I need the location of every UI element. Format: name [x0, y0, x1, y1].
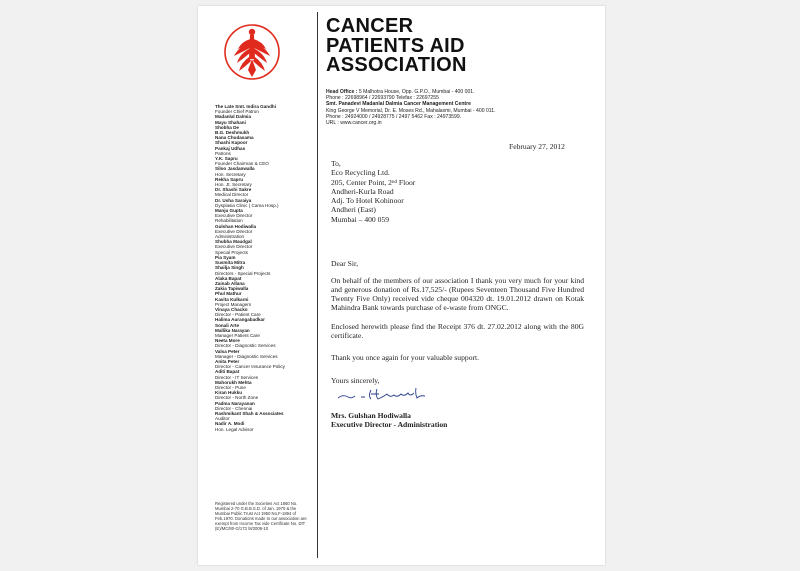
- trustee-name: Nana Chudasama: [215, 135, 254, 141]
- trustee-role: Executive Director: [215, 213, 253, 219]
- trustee-name: Mayu Shahani: [215, 119, 246, 125]
- trustee-role: Executive Director: [215, 244, 253, 250]
- trustee-role: Manager Patient Care: [215, 332, 260, 338]
- trustee-role: Rehabilitation: [215, 218, 243, 224]
- trustee-role: Hon. Legal Advisor: [215, 426, 254, 432]
- body-paragraph-3: Thank you once again for your valuable support.: [331, 353, 480, 362]
- org-name-line-3: ASSOCIATION: [326, 54, 467, 76]
- trustees-list: [215, 104, 307, 432]
- letterhead-address: [326, 89, 598, 126]
- vertical-divider: [317, 12, 318, 558]
- org-name-line-1: CANCER: [326, 15, 414, 37]
- trustee-name: The Late Smt. Indira Gandhi: [215, 104, 277, 109]
- trustee-name: Zainab Allana: [215, 280, 245, 286]
- trustee-role: Hon. Secretary: [215, 171, 246, 177]
- trustee-name: Pankaj Udhas: [215, 145, 246, 151]
- body-paragraph-2: Enclosed herewith please find the Receipt 376 dt. 27.02.2012 along with the 80G certificate.: [331, 322, 584, 341]
- recipient-block: [331, 159, 415, 224]
- trustee-name: Kavita Kulkarni: [215, 296, 249, 302]
- recipient-addr-3: Adj. To Hotel Kohinoor: [331, 196, 404, 206]
- trustee-name: Shailja Singh: [215, 265, 244, 271]
- trustee-role: Special Projects: [215, 249, 248, 255]
- trustee-role: Medical Director: [215, 192, 249, 198]
- trustee-role: Founder Chairman & CEO: [215, 161, 269, 167]
- trustee-name: Shubha Maudgal: [215, 239, 252, 245]
- recipient-addr-4: Andheri (East): [331, 205, 376, 215]
- trustee-role: Administration: [215, 234, 245, 240]
- trustee-name: Shashi Kapoor: [215, 140, 248, 146]
- trustee-role: Founder Chief Patron: [215, 109, 259, 115]
- recipient-addr-5: Mumbai – 400 059: [331, 214, 390, 224]
- body-paragraph-1: On behalf of the members of our association I thank you very much for your kind and generous donation of Rs.17,525/- (Rupees Seventeen Thousand Five Hundred Twenty Five Only) received vide cheque 004320 dt. 19.01.2012 drawn on Kotak Mahindra Bank towards purchase of e-waste from ONGC.: [331, 276, 584, 313]
- trustee-name: Padma Narayanan: [215, 400, 255, 406]
- to-label: To,: [331, 159, 341, 168]
- signer-title: Executive Director - Administration: [331, 420, 448, 429]
- trustee-name: Sonali Arte: [215, 322, 240, 328]
- recipient-addr-2: Andheri-Kurla Road: [331, 186, 394, 196]
- trustee-name: Halima Aurangabadkar: [215, 317, 265, 323]
- signer-block: [331, 411, 447, 429]
- trustee-name: Madanlal Dalmia: [215, 114, 251, 120]
- salutation: Dear Sir,: [331, 259, 359, 268]
- trustee-name: Rekha Sapru: [215, 176, 244, 182]
- trustee-name: Kiran Hukku: [215, 390, 243, 396]
- recipient-addr-1-sup: nd: [391, 179, 397, 185]
- trustee-name: Nadir A. Modi: [215, 421, 245, 427]
- trustee-name: B.G. Deshmukh: [215, 130, 250, 136]
- trustee-name: Siloo Jasdanwalla: [215, 166, 255, 172]
- head-office-phone: Phone : 22698964 / 22693790 Telefax : 22697255: [326, 95, 439, 102]
- head-office-text: 5 Malhotra House, Opp. G.P.O., Mumbai - 400 001.: [358, 89, 475, 95]
- trustee-role: Director - Diagnostic Services: [215, 343, 276, 349]
- signature: [335, 384, 435, 404]
- trustee-name: Gulshan Hodiwalla: [215, 223, 257, 229]
- trustee-role: Director - Chennai: [215, 405, 253, 411]
- recipient-addr-1: [331, 178, 415, 187]
- trustee-name: Phul Mathur: [215, 291, 242, 297]
- trustee-role: Director - Patient Care: [215, 312, 261, 318]
- website-url: URL : www.cancer.org.in: [326, 120, 382, 127]
- trustee-name: Shobha De: [215, 124, 239, 130]
- centre-name: Smt. Panadevi Madanlal Dalmia Cancer Management Centre: [326, 101, 471, 108]
- trustee-name: Manju Gupta: [215, 208, 243, 214]
- trustee-name: Vinaya Chacko: [215, 306, 248, 312]
- head-office-label: Head Office :: [326, 89, 358, 95]
- trustee-role: Director - North Zone: [215, 395, 259, 401]
- trustee-name: Aditi Bapat: [215, 369, 240, 375]
- recipient-name: Eco Recycling Ltd.: [331, 168, 390, 178]
- trustee-role: Manager - Diagnostic Services: [215, 353, 278, 359]
- centre-phone: Phone : 24924000 / 24928775 / 2497 5462 Fax : 24973599.: [326, 113, 462, 120]
- org-name: [326, 17, 467, 76]
- trustee-name: Mahorukh Mehta: [215, 379, 252, 385]
- recipient-addr-1-tail: Floor: [396, 177, 416, 187]
- trustee-role: Directors - Special Projects: [215, 270, 271, 276]
- trustee-role: Hon. Jt. Secretary: [215, 182, 252, 188]
- trustee-role: Patrons: [215, 150, 231, 156]
- trustee-role: Auditor: [215, 416, 230, 422]
- org-name-line-2: PATIENTS AID: [326, 34, 465, 57]
- trustee-name: Anita Peter: [215, 358, 240, 364]
- trustee-name: Pia Syam: [215, 254, 236, 260]
- trustee-name: Mallika Narayan: [215, 327, 250, 333]
- trustee-name: Rashmikant Shah & Associates: [215, 410, 284, 416]
- letter-date: February 27, 2012: [509, 142, 565, 151]
- trustee-name: Y.K. Sapru: [215, 156, 238, 162]
- closing: Yours sincerely,: [331, 376, 380, 385]
- lotus-figure-icon: [223, 19, 281, 89]
- trustee-name: Valsa Peter: [215, 348, 240, 354]
- trustee-name: Alaka Bapat: [215, 275, 242, 281]
- trustee-name: Susmita Mitra: [215, 260, 246, 266]
- trustee-role: Director - Pune: [215, 384, 246, 390]
- registration-note: Registered under the Societies Act 1860 No. Mumbai 2-70 G.B.B.S.D. of Jan. 1970 & the Mumbai Public Trust Act 1950 No.F-1894 of Feb.1970. Donations made to our association are exempt from Income Tax vide Certificate No. DIT (E)/MC/80-G/173 /8/2009-10: [215, 501, 307, 531]
- centre-address: King George V Memorial, Dr. E. Moses Rd., Mahalaxmi, Mumbai - 400 011.: [326, 107, 496, 114]
- trustee-name: Neeta More: [215, 338, 240, 344]
- trustee-role: Dysplasia Clinic ( Cama Hosp.): [215, 202, 279, 208]
- trustee-role: Director - Cancer Insurance Policy: [215, 364, 285, 370]
- signer-name: Mrs. Gulshan Hodiwalla: [331, 411, 411, 420]
- trustee-role: Executive Director: [215, 228, 253, 234]
- trustee-name: Dr. Shashi Sakre: [215, 187, 252, 193]
- trustee-name: Dr. Usha Saraiya: [215, 197, 252, 203]
- recipient-addr-1-main: 205, Center Point, 2: [331, 177, 392, 187]
- trustee-name: Zakia Tapiwalla: [215, 286, 249, 292]
- letter-page: [198, 6, 605, 565]
- trustee-role: Project Managers: [215, 301, 252, 307]
- trustee-role: Director - IT Services: [215, 374, 259, 380]
